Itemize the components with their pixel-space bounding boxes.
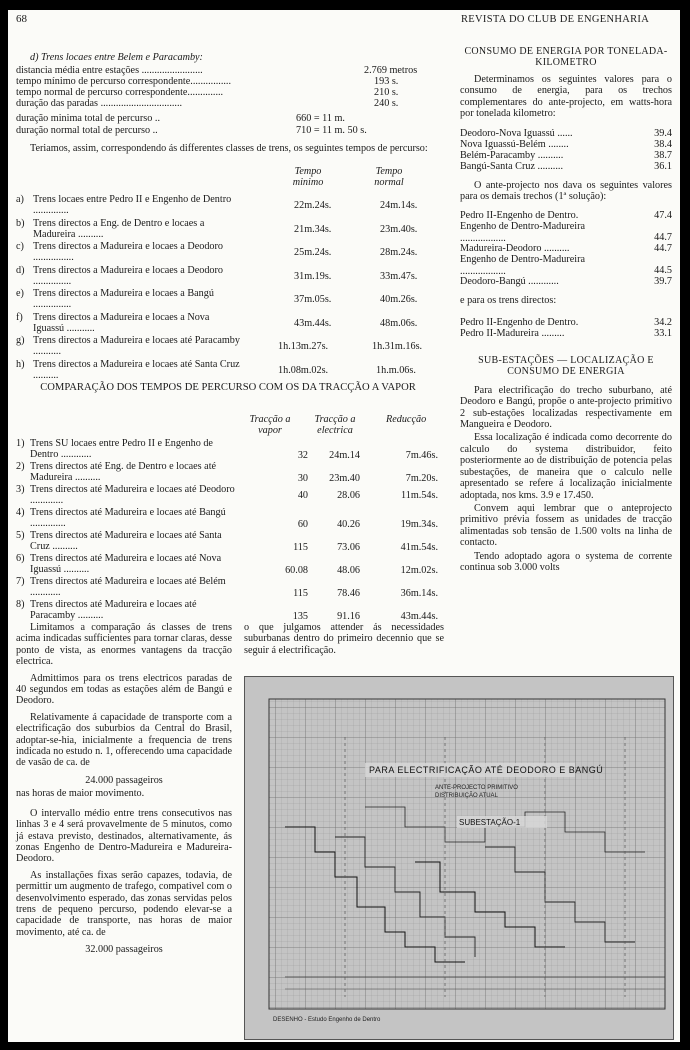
comparison-title: COMPARAÇÃO DOS TEMPOS DE PERCURSO COM OS DA TRACÇÃO A VAPOR [40, 382, 416, 393]
d-row-value: 210 s. [374, 87, 399, 98]
row-min: 22m.24s. [294, 200, 332, 211]
row-label: Trens directos a Madureira e locaes até Santa Cruz .......... [33, 358, 240, 381]
energy-list-3 [460, 317, 672, 339]
table-row [16, 576, 444, 599]
item-label: Pedro II-Engenho de Dentro. [460, 210, 579, 222]
d-row-label: duração normal total de percurso .. [16, 125, 158, 136]
list-item [460, 317, 672, 328]
paragraph: Relativamente á capacidade de transporte com a electrificação dos suburbios da Central do Brasil, adoptar-se-hia, inicialmente a frequencia de trens indicada no estudo n. 1, offerecendo uma capacidade de vasão de ca. de [16, 711, 232, 769]
row-min: 21m.34s. [294, 223, 332, 235]
row-letter: b) [16, 217, 25, 229]
paragraph: Admittimos para os trens electricos paradas de 40 segundos em todas as estações além de Bangú e Deodoro. [16, 672, 232, 707]
row-label: Trens locaes entre Pedro II e Engenho de Dentro .............. [33, 194, 232, 217]
row-label: Trens directos até Madureira e locaes até Nova Iguassú .......... [30, 553, 222, 576]
item-value: 38.4 [654, 138, 672, 150]
row-vapor: 30 [297, 473, 308, 484]
row-min: 1h.13m.27s. [278, 341, 329, 352]
list-item [460, 328, 672, 339]
d-row-label: tempo normal de percurso correspondente.............. [16, 87, 224, 98]
row-norm: 48m.06s. [380, 317, 418, 329]
paragraph: Limitamos a comparação ás classes de trens acima indicadas sufficientes para tornar claras, desse ponto de vista, as enormes vantagens da tracção electrica. [16, 622, 232, 668]
list-item [460, 221, 672, 243]
row-electrica: 40.26 [337, 519, 360, 530]
row-label: Trens directos até Madureira e locaes até Paracamby .......... [30, 599, 197, 622]
row-min: 31m.19s. [294, 270, 332, 282]
row-label: Trens directos a Madureira e locaes a Deodoro ................ [33, 241, 224, 264]
item-value: 44.5 [654, 265, 672, 277]
row-vapor: 115 [293, 588, 308, 599]
section-title: SUB-ESTAÇÕES — LOCALIZAÇÃO E CONSUMO DE ENERGIA [478, 354, 654, 377]
paragraph: nas horas de maior movimento. [16, 788, 145, 800]
paragraph: As installações fixas serão capazes, todavia, de permittir um augmento de trafego, compativel com o desenvolvimento esperado, das zonas servidas pelos trens de pequeno percurso, podendo elevar-se a capacidade de transporte, nas horas de maior movimento, até ca. de [16, 869, 232, 938]
row-reducao: 12m.02s. [400, 565, 438, 576]
row-electrica: 28.06 [337, 490, 360, 501]
row-norm: 33m.47s. [380, 270, 418, 282]
row-label: Trens directos a Madureira e locaes a Nova Iguassú ........... [33, 311, 210, 334]
passenger-capacity: 24.000 passageiros [85, 774, 163, 786]
row-norm: 23m.40s. [380, 223, 418, 235]
table-row [16, 484, 444, 507]
diagram-footer: DESENHO - Estudo Engenho de Dentro [273, 1017, 381, 1023]
row-min: 1h.08m.02s. [278, 364, 329, 376]
item-value: 39.7 [654, 276, 672, 288]
col-header-reducao: Reducção [386, 414, 427, 425]
middle-paragraph: o que julgamos attender ás necessidades suburbanas dentro do primeiro decennio que se seguir á electrificação. [244, 622, 444, 656]
d-row-label: duração das paradas ................................ [16, 98, 183, 109]
item-label: Engenho de Dentro-Madureira .................. [460, 221, 586, 244]
row-label: Trens SU locaes entre Pedro II e Engenho de Dentro ............ [30, 438, 213, 461]
section-d-title: d) Trens locaes entre Belem e Paracamby: [30, 52, 203, 63]
list-item [460, 139, 672, 150]
paragraph: Para electrificação do trecho suburbano, até Deodoro e Bangú, propõe o ante-projecto primitivo 2 sub-estações localizadas respectivamente em Mangueira e Deodoro. [460, 384, 672, 431]
row-vapor: 32 [297, 450, 308, 461]
row-letter: d) [16, 264, 25, 276]
item-value: 33.1 [654, 327, 672, 339]
row-letter: a) [16, 194, 24, 205]
row-label: Trens directos a Madureira e locaes até Paracamby ........... [33, 335, 240, 358]
row-reducao: 11m.54s. [401, 490, 438, 501]
left-column-text [16, 622, 232, 956]
item-label: Engenho de Dentro-Madureira .................. [460, 254, 586, 277]
row-vapor: 115 [293, 542, 308, 553]
row-vapor: 135 [292, 611, 308, 622]
row-reducao: 43m.44s. [400, 611, 438, 622]
d-row-value: 660 = 11 m. [296, 113, 345, 124]
table-row [16, 194, 444, 218]
item-label: Pedro II-Engenho de Dentro. [460, 316, 579, 328]
list-item [460, 128, 672, 139]
diagram-sub2: DISTRIBUIÇÃO ATUAL [435, 793, 498, 799]
item-value: 44.7 [654, 243, 672, 255]
list-item [460, 210, 672, 221]
item-label: Deodoro-Nova Iguassú ...... [460, 127, 573, 139]
times-table [16, 194, 444, 382]
d-row-value: 2.769 metros [364, 65, 418, 76]
comparison-table [16, 438, 444, 622]
table-row [16, 288, 444, 312]
row-electrica: 23m.40 [329, 473, 360, 484]
table-row [16, 218, 444, 242]
row-num: 4) [16, 507, 25, 518]
row-norm: 1h.m.06s. [376, 364, 416, 376]
col-header-vapor: Tracção a vapor [249, 414, 291, 436]
col-header-norm: Tempo normal [374, 166, 404, 188]
item-value: 39.4 [654, 127, 672, 139]
row-norm: 40m.26s. [380, 294, 418, 305]
d-row-value: 193 s. [374, 76, 399, 87]
row-electrica: 73.06 [337, 542, 360, 553]
row-norm: 1h.31m.16s. [372, 341, 423, 352]
energy-list-2 [460, 210, 672, 287]
table-row [16, 507, 444, 530]
row-label: Trens directos até Madureira e locaes até Deodoro ............. [30, 484, 235, 507]
journal-title: REVISTA DO CLUB DE ENGENHARIA [461, 14, 650, 25]
row-vapor: 40 [297, 490, 308, 501]
row-reducao: 7m.46s. [405, 450, 438, 461]
list-item [460, 161, 672, 172]
item-value: 47.4 [654, 210, 672, 222]
diagram-graphic [245, 677, 673, 1039]
row-letter: f) [16, 311, 23, 323]
list-item [460, 276, 672, 287]
row-vapor: 60 [297, 519, 308, 530]
item-label: Belém-Paracamby .......... [460, 149, 564, 161]
table-row [16, 241, 444, 265]
table-row [16, 438, 444, 461]
row-norm: 24m.14s. [380, 200, 418, 211]
d-row-label: tempo mínimo de percurso correspondente................ [16, 76, 232, 87]
row-letter: e) [16, 288, 24, 299]
row-label: Trens directos a Madureira e locaes a Bangú ............... [33, 288, 214, 311]
row-letter: g) [16, 335, 25, 346]
diagram-title: PARA ELECTRIFICAÇÃO ATÉ DEODORO E BANGÚ [369, 765, 604, 775]
list-item [460, 243, 672, 254]
row-label: Trens directos a Eng. de Dentro e locaes a Madureira .......... [33, 217, 205, 240]
row-label: Trens directos até Madureira e locaes até Belém ............ [30, 576, 226, 599]
table-row [16, 530, 444, 553]
row-min: 25m.24s. [294, 247, 332, 258]
list-item [460, 254, 672, 276]
row-electrica: 91.16 [337, 611, 360, 622]
paragraph: Convem aqui lembrar que o anteprojecto primitivo prévia fossem as unidades de tracção alimentadas sob tensão de 1.500 volts na linha de contacto. [460, 502, 672, 549]
paragraph: O intervallo médio entre trens consecutivos nas linhas 3 e 4 será provavelmente de 5 minutos, como já estava previsto, destinados, alternativamente, ás zonas Engenho de Dentro-Madureira e Madureira-Deodoro. [16, 807, 232, 865]
diagram-sub1: ANTE-PROJECTO PRIMITIVO [435, 785, 518, 791]
row-electrica: 24m.14 [329, 450, 360, 461]
paragraph: Determinamos os seguintes valores para o consumo de energia, para os trechos complementares do ante-projecto, em watts-hora por tonelada kilometro: [460, 74, 672, 120]
energy-list-1 [460, 128, 672, 172]
item-value: 38.7 [654, 149, 672, 161]
d-row-label: duração minima total de percurso .. [16, 113, 160, 124]
d-row-value: 710 = 11 m. 50 s. [296, 125, 367, 136]
row-num: 1) [16, 438, 25, 449]
row-letter: h) [16, 358, 25, 370]
row-num: 2) [16, 461, 25, 472]
intro-paragraph: Teriamos, assim, correspondendo ás differentes classes de trens, os seguintes tempos de percurso: [30, 143, 428, 154]
item-label: Bangú-Santa Cruz .......... [460, 160, 563, 172]
item-value: 44.7 [654, 232, 672, 244]
table-row [16, 312, 444, 336]
row-num: 7) [16, 576, 25, 587]
item-label: Madureira-Deodoro .......... [460, 243, 570, 255]
table-row [16, 265, 444, 289]
journal-page [8, 10, 680, 1042]
d-row-label: distancia média entre estações ........................ [16, 65, 203, 76]
row-reducao: 36m.14s. [400, 588, 438, 599]
item-value: 36.1 [654, 160, 672, 172]
paragraph: O ante-projecto nos dava os seguintes valores para os demais trechos (1ª solução): [460, 179, 672, 203]
row-reducao: 41m.54s. [400, 542, 438, 553]
page-number: 68 [16, 13, 27, 25]
d-row-value: 240 s. [374, 98, 399, 109]
diagram-sub3: SUBESTAÇÃO-1 [459, 818, 521, 827]
row-label: Trens directos até Madureira e locaes até Bangú .............. [30, 507, 226, 530]
row-electrica: 48.06 [337, 565, 360, 576]
row-reducao: 19m.34s. [400, 519, 438, 530]
row-norm: 28m.24s. [380, 247, 418, 258]
row-num: 5) [16, 530, 25, 541]
paragraph: e para os trens directos: [460, 295, 557, 307]
row-num: 3) [16, 484, 25, 495]
right-column [460, 46, 672, 573]
row-label: Trens directos até Madureira e locaes até Santa Cruz .......... [30, 530, 222, 553]
col-header-min: Tempo minimo [292, 166, 324, 188]
col-header-electrica: Tracção a electrica [314, 414, 356, 436]
row-min: 37m.05s. [294, 294, 332, 305]
row-letter: c) [16, 241, 24, 252]
table-row [16, 335, 444, 359]
row-num: 6) [16, 553, 25, 564]
item-label: Pedro II-Madureira ......... [460, 327, 565, 339]
item-label: Deodoro-Bangú ............ [460, 276, 559, 288]
table-row [16, 599, 444, 622]
paragraph: Tendo adoptado agora o systema de corrente continua sob 3.000 volts [460, 550, 672, 573]
row-vapor: 60.08 [285, 565, 308, 576]
paragraph: Essa localização é indicada como decorrente do calculo do systema distribuidor, feito posteriormente ao de distribuição de potencia pelas subestações, de maneira que o calculo nelle apresentado se refere á localização inicialmente adoptada, nos kms. 3.9 e 17.450. [460, 432, 672, 501]
row-min: 43m.44s. [294, 317, 332, 329]
table-row [16, 359, 444, 383]
row-num: 8) [16, 599, 25, 610]
section-d-rows [16, 65, 436, 136]
row-reducao: 7m.20s. [405, 473, 438, 484]
table-row [16, 461, 444, 484]
row-label: Trens directos a Madureira e locaes a Deodoro ............... [33, 264, 224, 287]
table-row [16, 553, 444, 576]
item-value: 34.2 [654, 316, 672, 328]
row-electrica: 78.46 [337, 588, 360, 599]
section-title: CONSUMO DE ENERGIA POR TONELADA-KILOMETRO [464, 46, 668, 68]
electrification-diagram [244, 676, 674, 1040]
list-item [460, 150, 672, 161]
row-label: Trens directos até Eng. de Dentro e locaes até Madureira .......... [30, 461, 217, 484]
item-label: Nova Iguassú-Belém ........ [460, 138, 569, 150]
passenger-capacity: 32.000 passageiros [85, 944, 163, 956]
